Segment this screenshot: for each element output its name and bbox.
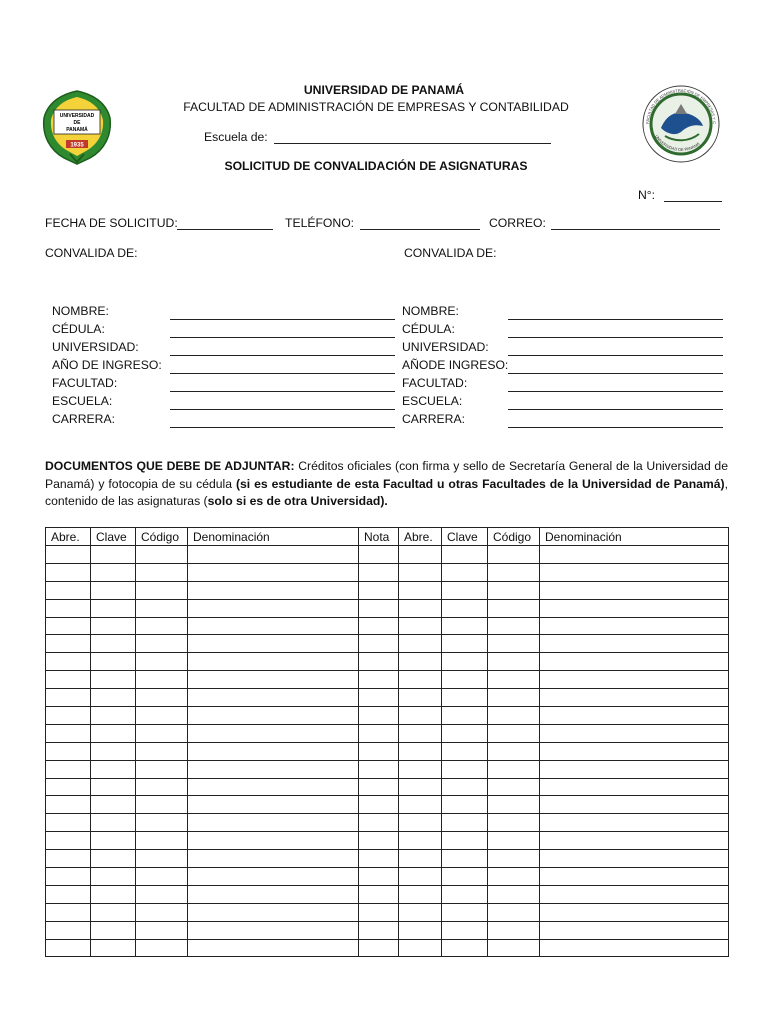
table-cell[interactable] <box>46 903 91 921</box>
table-cell[interactable] <box>399 760 442 778</box>
documents-bold-2: solo si es de otra Universidad). <box>207 494 388 508</box>
table-cell[interactable] <box>46 850 91 868</box>
table-cell[interactable] <box>136 939 188 957</box>
table-cell[interactable] <box>442 778 488 796</box>
table-cell[interactable] <box>488 885 540 903</box>
table-cell[interactable] <box>488 617 540 635</box>
table-cell[interactable] <box>540 903 729 921</box>
table-row <box>46 581 729 599</box>
table-cell[interactable] <box>540 850 729 868</box>
table-cell[interactable] <box>91 903 136 921</box>
table-cell[interactable] <box>91 546 136 564</box>
col-header-nota: Nota <box>359 528 399 546</box>
table-cell[interactable] <box>488 850 540 868</box>
table-cell[interactable] <box>399 921 442 939</box>
table-cell[interactable] <box>359 563 399 581</box>
table-cell[interactable] <box>136 563 188 581</box>
col-header-denominacion: Denominación <box>188 528 359 546</box>
table-cell[interactable] <box>399 653 442 671</box>
table-body <box>46 546 729 957</box>
university-title: UNIVERSIDAD DE PANAMÁ <box>303 83 465 97</box>
convalida-left-label: CONVALIDA DE: <box>45 246 138 260</box>
table-cell[interactable] <box>540 689 729 707</box>
table-cell[interactable] <box>46 742 91 760</box>
table-cell[interactable] <box>442 850 488 868</box>
col-header-abre-2: Abre. <box>399 528 442 546</box>
table-cell[interactable] <box>359 885 399 903</box>
table-cell[interactable] <box>442 921 488 939</box>
table-cell[interactable] <box>136 546 188 564</box>
subjects-table <box>45 527 729 957</box>
table-cell[interactable] <box>442 742 488 760</box>
table-cell[interactable] <box>46 563 91 581</box>
table-cell[interactable] <box>188 921 359 939</box>
table-cell[interactable] <box>136 653 188 671</box>
table-cell[interactable] <box>91 796 136 814</box>
number-label: N°: <box>638 188 656 202</box>
table-cell[interactable] <box>46 724 91 742</box>
table-cell[interactable] <box>442 671 488 689</box>
table-cell[interactable] <box>91 563 136 581</box>
table-cell[interactable] <box>399 546 442 564</box>
table-cell[interactable] <box>540 617 729 635</box>
table-row <box>46 707 729 725</box>
table-cell[interactable] <box>399 617 442 635</box>
field-label-ano-ingreso: AÑO DE INGRESO: <box>52 358 162 372</box>
table-row <box>46 653 729 671</box>
table-cell[interactable] <box>46 868 91 886</box>
table-cell[interactable] <box>188 850 359 868</box>
table-cell[interactable] <box>399 885 442 903</box>
number-input-line[interactable] <box>664 201 722 202</box>
table-row <box>46 903 729 921</box>
school-input-line[interactable] <box>274 143 551 144</box>
table-cell[interactable] <box>136 617 188 635</box>
table-cell[interactable] <box>46 707 91 725</box>
table-cell[interactable] <box>136 885 188 903</box>
table-cell[interactable] <box>399 814 442 832</box>
documents-paragraph <box>45 458 728 511</box>
field-label-universidad-right: UNIVERSIDAD: <box>402 340 489 354</box>
svg-text:PANAMÁ: PANAMÁ <box>66 127 88 133</box>
table-cell[interactable] <box>188 724 359 742</box>
table-cell[interactable] <box>488 707 540 725</box>
table-cell[interactable] <box>540 671 729 689</box>
table-cell[interactable] <box>399 778 442 796</box>
table-cell[interactable] <box>359 635 399 653</box>
table-cell[interactable] <box>136 760 188 778</box>
table-cell[interactable] <box>91 617 136 635</box>
table-cell[interactable] <box>442 689 488 707</box>
table-cell[interactable] <box>359 921 399 939</box>
table-cell[interactable] <box>488 903 540 921</box>
table-cell[interactable] <box>399 599 442 617</box>
table-row <box>46 921 729 939</box>
table-cell[interactable] <box>488 671 540 689</box>
table-row <box>46 814 729 832</box>
table-cell[interactable] <box>91 939 136 957</box>
table-cell[interactable] <box>540 724 729 742</box>
table-row <box>46 671 729 689</box>
field-label-nombre: NOMBRE: <box>52 304 109 318</box>
table-row <box>46 796 729 814</box>
col-header-abre: Abre. <box>46 528 91 546</box>
table-cell[interactable] <box>46 832 91 850</box>
table-cell[interactable] <box>91 760 136 778</box>
table-cell[interactable] <box>359 850 399 868</box>
table-cell[interactable] <box>136 599 188 617</box>
table-cell[interactable] <box>540 760 729 778</box>
table-cell[interactable] <box>442 617 488 635</box>
table-cell[interactable] <box>188 581 359 599</box>
table-cell[interactable] <box>188 814 359 832</box>
table-cell[interactable] <box>136 903 188 921</box>
table-cell[interactable] <box>91 689 136 707</box>
table-cell[interactable] <box>46 885 91 903</box>
field-label-universidad: UNIVERSIDAD: <box>52 340 139 354</box>
table-cell[interactable] <box>442 832 488 850</box>
table-cell[interactable] <box>46 671 91 689</box>
table-cell[interactable] <box>540 653 729 671</box>
table-cell[interactable] <box>46 581 91 599</box>
table-cell[interactable] <box>442 939 488 957</box>
table-cell[interactable] <box>136 581 188 599</box>
field-line-facultad-right[interactable] <box>508 391 723 392</box>
documents-text-2: , contenido de las asignaturas ( <box>45 476 728 508</box>
table-cell[interactable] <box>91 724 136 742</box>
table-cell[interactable] <box>188 689 359 707</box>
table-cell[interactable] <box>136 796 188 814</box>
table-cell[interactable] <box>91 921 136 939</box>
table-cell[interactable] <box>46 635 91 653</box>
table-cell[interactable] <box>188 760 359 778</box>
email-input-line[interactable] <box>551 229 720 230</box>
table-cell[interactable] <box>540 599 729 617</box>
table-cell[interactable] <box>488 653 540 671</box>
table-cell[interactable] <box>540 546 729 564</box>
table-cell[interactable] <box>359 653 399 671</box>
col-header-clave: Clave <box>91 528 136 546</box>
phone-input-line[interactable] <box>360 229 480 230</box>
field-line-nombre-right[interactable] <box>508 319 723 320</box>
table-cell[interactable] <box>136 814 188 832</box>
svg-text:DE: DE <box>73 120 81 126</box>
table-cell[interactable] <box>359 617 399 635</box>
table-cell[interactable] <box>188 885 359 903</box>
table-cell[interactable] <box>540 832 729 850</box>
table-cell[interactable] <box>136 921 188 939</box>
table-cell[interactable] <box>91 814 136 832</box>
table-cell[interactable] <box>359 939 399 957</box>
table-cell[interactable] <box>136 868 188 886</box>
field-line-nombre[interactable] <box>170 319 395 320</box>
table-cell[interactable] <box>488 921 540 939</box>
table-cell[interactable] <box>136 742 188 760</box>
field-label-ano-ingreso-right: AÑODE INGRESO: <box>402 358 509 372</box>
table-cell[interactable] <box>188 546 359 564</box>
table-cell[interactable] <box>359 760 399 778</box>
col-header-codigo-2: Código <box>488 528 540 546</box>
table-cell[interactable] <box>399 742 442 760</box>
table-cell[interactable] <box>399 563 442 581</box>
field-label-facultad-right: FACULTAD: <box>402 376 468 390</box>
table-cell[interactable] <box>399 671 442 689</box>
table-cell[interactable] <box>540 796 729 814</box>
faculty-title: FACULTAD DE ADMINISTRACIÓN DE EMPRESAS Y CONTABILIDAD <box>183 100 569 114</box>
table-cell[interactable] <box>359 581 399 599</box>
table-cell[interactable] <box>488 599 540 617</box>
table-cell[interactable] <box>136 635 188 653</box>
table-row <box>46 617 729 635</box>
table-cell[interactable] <box>46 653 91 671</box>
table-cell[interactable] <box>188 903 359 921</box>
table-cell[interactable] <box>399 796 442 814</box>
table-cell[interactable] <box>91 707 136 725</box>
table-cell[interactable] <box>46 689 91 707</box>
table-cell[interactable] <box>91 742 136 760</box>
table-cell[interactable] <box>91 832 136 850</box>
table-cell[interactable] <box>359 599 399 617</box>
table-row <box>46 885 729 903</box>
documents-text-1: Créditos oficiales (con firma y sello de Secretaría General de la Universidad de Panamá) y fotocopia de su cédula <box>45 459 728 491</box>
table-cell[interactable] <box>488 778 540 796</box>
table-cell[interactable] <box>91 581 136 599</box>
table-cell[interactable] <box>442 707 488 725</box>
table-cell[interactable] <box>91 599 136 617</box>
date-label: FECHA DE SOLICITUD: <box>45 216 178 230</box>
field-line-ano-ingreso[interactable] <box>170 373 395 374</box>
table-cell[interactable] <box>188 653 359 671</box>
table-cell[interactable] <box>399 832 442 850</box>
table-cell[interactable] <box>488 546 540 564</box>
field-label-nombre-right: NOMBRE: <box>402 304 459 318</box>
table-cell[interactable] <box>540 885 729 903</box>
table-cell[interactable] <box>442 599 488 617</box>
table-cell[interactable] <box>399 850 442 868</box>
table-cell[interactable] <box>399 707 442 725</box>
table-cell[interactable] <box>488 760 540 778</box>
table-cell[interactable] <box>359 778 399 796</box>
svg-text:FACULTAD DE ADMINISTRACIÓN DE: FACULTAD DE ADMINISTRACIÓN DE EMPRESAS Y C <box>644 87 718 125</box>
table-cell[interactable] <box>136 724 188 742</box>
table-cell[interactable] <box>442 563 488 581</box>
table-cell[interactable] <box>359 832 399 850</box>
table-row <box>46 546 729 564</box>
table-cell[interactable] <box>488 742 540 760</box>
table-cell[interactable] <box>442 546 488 564</box>
table-cell[interactable] <box>540 563 729 581</box>
convalida-right-label: CONVALIDA DE: <box>404 246 497 260</box>
table-cell[interactable] <box>488 868 540 886</box>
table-cell[interactable] <box>188 635 359 653</box>
table-cell[interactable] <box>540 707 729 725</box>
table-header-row <box>46 528 729 546</box>
table-cell[interactable] <box>136 778 188 796</box>
table-cell[interactable] <box>399 868 442 886</box>
table-row <box>46 635 729 653</box>
table-cell[interactable] <box>540 635 729 653</box>
table-cell[interactable] <box>136 671 188 689</box>
date-input-line[interactable] <box>177 229 273 230</box>
table-cell[interactable] <box>359 868 399 886</box>
table-cell[interactable] <box>188 796 359 814</box>
field-line-carrera[interactable] <box>170 427 395 428</box>
table-cell[interactable] <box>399 903 442 921</box>
table-cell[interactable] <box>188 832 359 850</box>
email-label: CORREO: <box>489 216 546 230</box>
table-cell[interactable] <box>46 939 91 957</box>
col-header-clave-2: Clave <box>442 528 488 546</box>
col-header-codigo: Código <box>136 528 188 546</box>
documents-label: DOCUMENTOS QUE DEBE DE ADJUNTAR: <box>45 459 295 473</box>
table-cell[interactable] <box>91 868 136 886</box>
table-cell[interactable] <box>91 778 136 796</box>
table-cell[interactable] <box>540 778 729 796</box>
table-row <box>46 599 729 617</box>
field-line-cedula[interactable] <box>170 337 395 338</box>
table-row <box>46 939 729 957</box>
table-cell[interactable] <box>359 707 399 725</box>
table-row <box>46 742 729 760</box>
table-cell[interactable] <box>488 581 540 599</box>
table-cell[interactable] <box>359 689 399 707</box>
field-label-cedula-right: CÉDULA: <box>402 322 455 336</box>
table-cell[interactable] <box>540 921 729 939</box>
table-cell[interactable] <box>46 760 91 778</box>
svg-text:UNIVERSIDAD: UNIVERSIDAD <box>59 113 95 119</box>
table-cell[interactable] <box>488 724 540 742</box>
field-line-universidad[interactable] <box>170 355 395 356</box>
field-line-ano-ingreso-right[interactable] <box>508 373 723 374</box>
table-row <box>46 778 729 796</box>
table-cell[interactable] <box>540 581 729 599</box>
field-label-carrera: CARRERA: <box>52 412 115 426</box>
table-cell[interactable] <box>442 868 488 886</box>
svg-text:1935: 1935 <box>70 142 84 149</box>
table-cell[interactable] <box>488 689 540 707</box>
table-cell[interactable] <box>399 724 442 742</box>
table-row <box>46 868 729 886</box>
field-label-carrera-right: CARRERA: <box>402 412 465 426</box>
table-cell[interactable] <box>399 581 442 599</box>
table-cell[interactable] <box>46 814 91 832</box>
table-row <box>46 563 729 581</box>
table-cell[interactable] <box>359 814 399 832</box>
form-title: SOLICITUD DE CONVALIDACIÓN DE ASIGNATURAS <box>224 159 528 173</box>
table-cell[interactable] <box>188 707 359 725</box>
table-cell[interactable] <box>488 939 540 957</box>
table-cell[interactable] <box>46 546 91 564</box>
table-row <box>46 850 729 868</box>
field-label-facultad: FACULTAD: <box>52 376 118 390</box>
table-cell[interactable] <box>540 814 729 832</box>
table-cell[interactable] <box>188 671 359 689</box>
table-cell[interactable] <box>488 796 540 814</box>
table-cell[interactable] <box>488 832 540 850</box>
table-cell[interactable] <box>136 832 188 850</box>
table-cell[interactable] <box>359 742 399 760</box>
table-cell[interactable] <box>488 563 540 581</box>
table-cell[interactable] <box>136 689 188 707</box>
table-cell[interactable] <box>442 760 488 778</box>
table-cell[interactable] <box>359 796 399 814</box>
table-cell[interactable] <box>46 921 91 939</box>
table-cell[interactable] <box>359 546 399 564</box>
table-cell[interactable] <box>540 742 729 760</box>
field-label-cedula: CÉDULA: <box>52 322 105 336</box>
table-cell[interactable] <box>91 850 136 868</box>
field-line-escuela-right[interactable] <box>508 409 723 410</box>
table-cell[interactable] <box>442 814 488 832</box>
table-cell[interactable] <box>442 724 488 742</box>
col-header-denominacion-2: Denominación <box>540 528 729 546</box>
table-cell[interactable] <box>46 778 91 796</box>
table-row <box>46 724 729 742</box>
table-cell[interactable] <box>91 635 136 653</box>
table-cell[interactable] <box>46 796 91 814</box>
table-cell[interactable] <box>188 617 359 635</box>
field-line-universidad-right[interactable] <box>508 355 723 356</box>
table-row <box>46 832 729 850</box>
table-cell[interactable] <box>188 742 359 760</box>
field-line-cedula-right[interactable] <box>508 337 723 338</box>
table-cell[interactable] <box>399 635 442 653</box>
table-cell[interactable] <box>540 939 729 957</box>
table-cell[interactable] <box>188 563 359 581</box>
table-cell[interactable] <box>488 814 540 832</box>
table-cell[interactable] <box>359 724 399 742</box>
table-cell[interactable] <box>188 778 359 796</box>
table-cell[interactable] <box>188 939 359 957</box>
table-cell[interactable] <box>359 903 399 921</box>
table-cell[interactable] <box>136 707 188 725</box>
table-cell[interactable] <box>442 653 488 671</box>
table-cell[interactable] <box>399 939 442 957</box>
table-cell[interactable] <box>540 868 729 886</box>
svg-text:UNIVERSIDAD DE PANAMÁ: UNIVERSIDAD DE PANAMÁ <box>654 133 701 153</box>
table-cell[interactable] <box>46 617 91 635</box>
table-cell[interactable] <box>488 635 540 653</box>
table-cell[interactable] <box>188 868 359 886</box>
table-cell[interactable] <box>442 635 488 653</box>
field-line-carrera-right[interactable] <box>508 427 723 428</box>
table-cell[interactable] <box>442 903 488 921</box>
field-line-escuela[interactable] <box>170 409 395 410</box>
field-label-escuela-right: ESCUELA: <box>402 394 463 408</box>
table-cell[interactable] <box>399 689 442 707</box>
table-cell[interactable] <box>442 581 488 599</box>
documents-bold-1: (si es estudiante de esta Facultad u otras Facultades de la Universidad de Panamá) <box>235 476 725 491</box>
table-cell[interactable] <box>442 796 488 814</box>
school-label: Escuela de: <box>204 130 268 144</box>
phone-label: TELÉFONO: <box>285 216 355 230</box>
table-cell[interactable] <box>442 885 488 903</box>
table-cell[interactable] <box>91 671 136 689</box>
table-cell[interactable] <box>188 599 359 617</box>
table-row <box>46 760 729 778</box>
table-cell[interactable] <box>46 599 91 617</box>
table-cell[interactable] <box>359 671 399 689</box>
table-cell[interactable] <box>91 885 136 903</box>
field-line-facultad[interactable] <box>170 391 395 392</box>
table-row <box>46 689 729 707</box>
table-cell[interactable] <box>91 653 136 671</box>
field-label-escuela: ESCUELA: <box>52 394 113 408</box>
table-cell[interactable] <box>136 850 188 868</box>
